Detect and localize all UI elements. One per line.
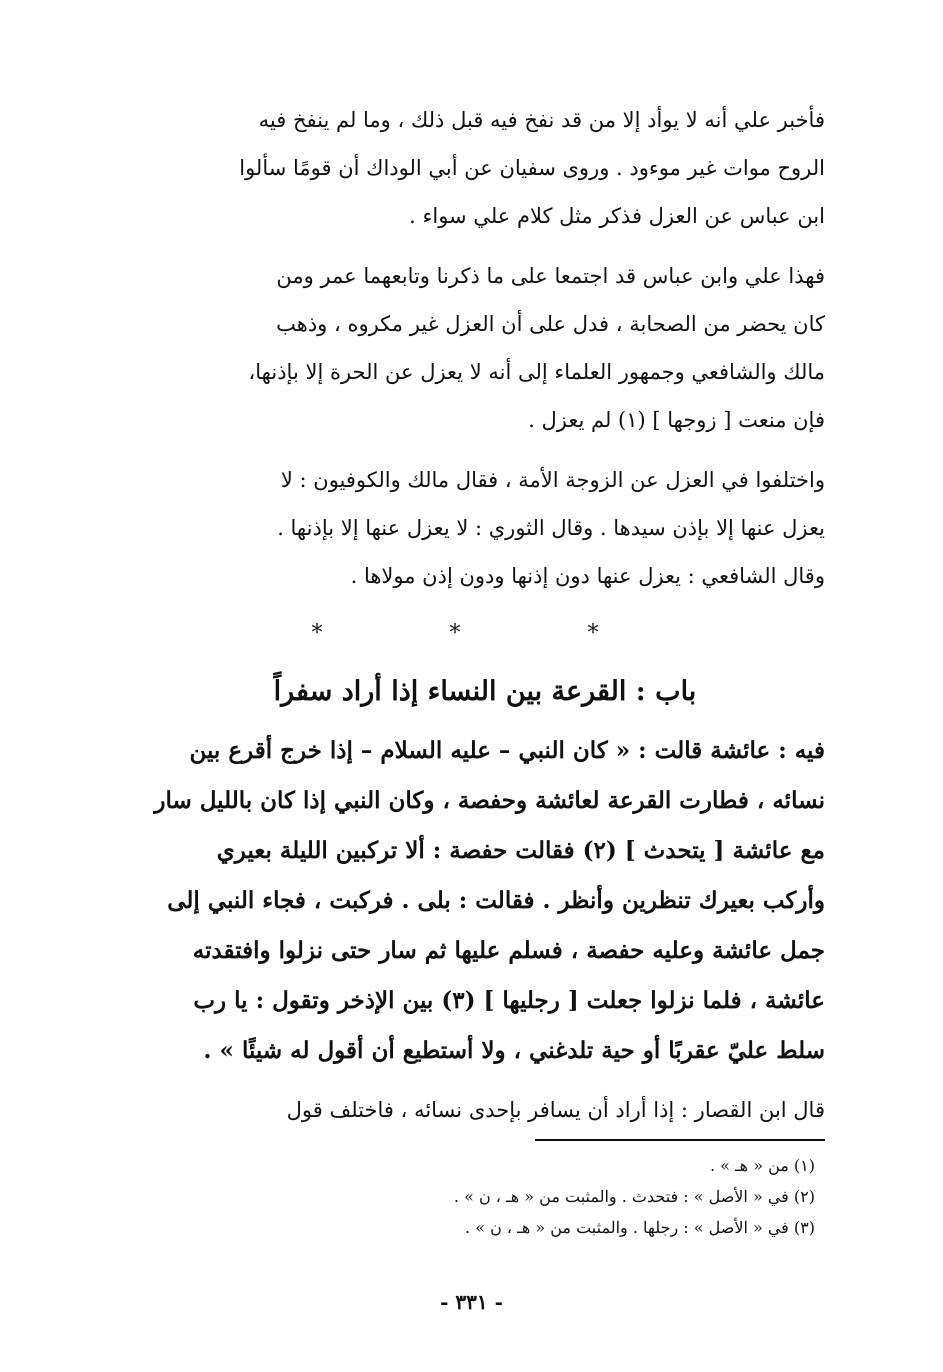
footnote-2: (٢) في « الأصل » : فتحدث . والمثبت من « هـ ، ن » . bbox=[453, 1187, 815, 1206]
paragraph-1 bbox=[145, 96, 825, 240]
main-text bbox=[145, 96, 825, 1146]
text-line: فهذا علي وابن عباس قد اجتمعا على ما ذكرنا وتابعهما عمر ومن bbox=[276, 264, 825, 288]
text-line: وقال الشافعي : يعزل عنها دون إذنها ودون إذن مولاها . bbox=[350, 564, 825, 588]
text-line: مع عائشة [ يتحدث ] (٢) فقالت حفصة : ألا تركبين الليلة بعيري bbox=[216, 837, 825, 864]
text-line: واختلفوا في العزل عن الزوجة الأمة ، فقال مالك والكوفيون : لا bbox=[280, 468, 825, 492]
footnote-divider bbox=[535, 1139, 825, 1141]
text-line: كان يحضر من الصحابة ، فدل على أن العزل غير مكروه ، وذهب bbox=[276, 312, 825, 336]
footnote-1: (١) من « هـ » . bbox=[709, 1156, 815, 1175]
text-line: فإن منعت [ زوجها ] (١) لم يعزل . bbox=[528, 408, 825, 432]
text-line: نسائه ، فطارت القرعة لعائشة وحفصة ، وكان النبي إذا كان بالليل سار bbox=[154, 787, 825, 814]
text-line: عائشة ، فلما نزلوا جعلت [ رجليها ] (٣) بين الإذخر وتقول : يا رب bbox=[193, 987, 825, 1014]
paragraph-2 bbox=[145, 252, 825, 444]
text-line: فأخبر علي أنه لا يوأد إلا من قد نفخ فيه قبل ذلك ، وما لم ينفخ فيه bbox=[258, 108, 825, 132]
text-line: قال ابن القصار : إذا أراد أن يسافر بإحدى نسائه ، فاختلف قول bbox=[286, 1098, 825, 1122]
text-line: يعزل عنها إلا بإذن سيدها . وقال الثوري : لا يعزل عنها إلا بإذنها . bbox=[277, 516, 825, 540]
page-number: - ٣٣١ - bbox=[440, 1290, 503, 1314]
footnote-3: (٣) في « الأصل » : رجلها . والمثبت من « هـ ، ن » . bbox=[465, 1218, 815, 1237]
text-line: ابن عباس عن العزل فذكر مثل كلام علي سواء . bbox=[409, 204, 825, 228]
chapter-title: باب : القرعة بين النساء إذا أراد سفراً bbox=[273, 676, 697, 707]
text-line: سلط عليّ عقربًا أو حية تلدغني ، ولا أستطيع أن أقول له شيئًا » . bbox=[203, 1037, 825, 1064]
text-line: جمل عائشة وعليه حفصة ، فسلم عليها ثم سار حتى نزلوا وافتقدته bbox=[192, 937, 825, 964]
text-line: فيه : عائشة قالت : « كان النبي – عليه السلام – إذا خرج أقرع بين bbox=[189, 737, 825, 764]
text-line: الروح موات غير موءود . وروى سفيان عن أبي الوداك أن قومًا سألوا bbox=[239, 156, 825, 180]
section-separator: * * * bbox=[311, 621, 659, 646]
hadith-text bbox=[145, 726, 825, 1076]
paragraph-3 bbox=[145, 456, 825, 600]
closing-paragraph bbox=[145, 1086, 825, 1134]
text-line: مالك والشافعي وجمهور العلماء إلى أنه لا يعزل عن الحرة إلا بإذنها، bbox=[248, 360, 825, 384]
text-line: وأركب بعيرك تنظرين وأنظر . فقالت : بلى . فركبت ، فجاء النبي إلى bbox=[167, 887, 825, 914]
footnotes bbox=[145, 1150, 815, 1243]
